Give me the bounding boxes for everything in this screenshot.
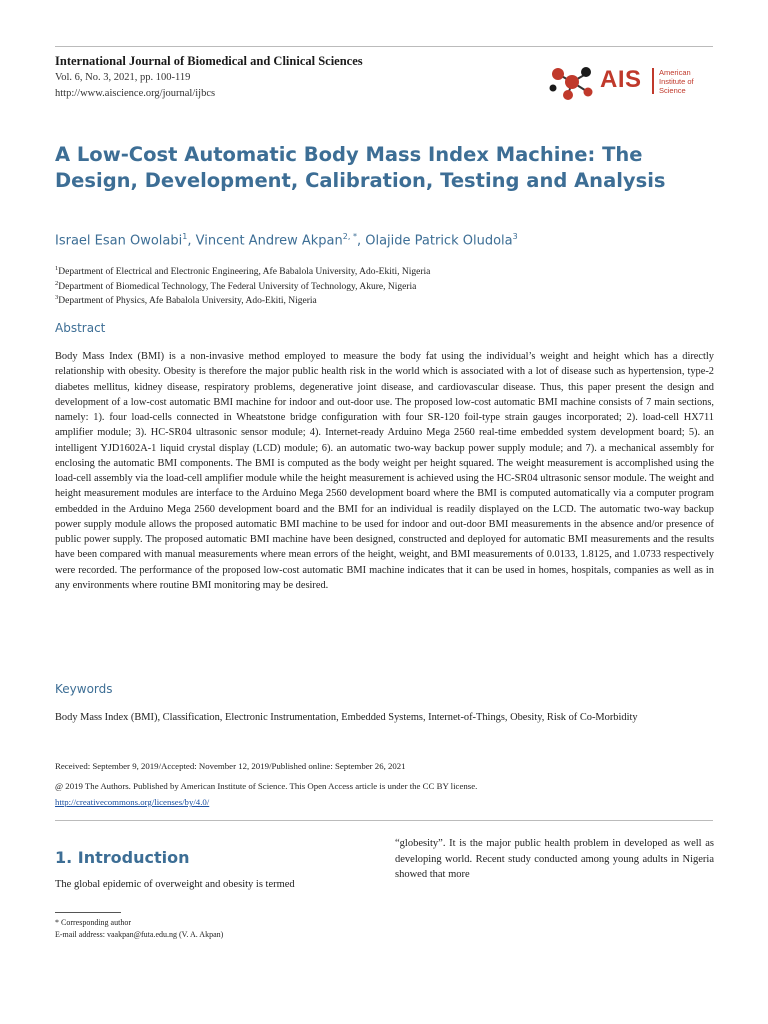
- affiliation-2: $^2$Department of Biomedical Technology, The Federal University of Technology, Akure, Nigeria: [55, 280, 417, 293]
- journal-url[interactable]: http://www.aiscience.org/journal/ijbcs: [55, 88, 216, 99]
- abstract-heading: Abstract: [55, 321, 106, 335]
- logo-divider: [652, 68, 654, 94]
- abstract-body: Body Mass Index (BMI) is a non-invasive method employed to measure the body fat using the individual’s weight and height which has a directly relationship with obesity. Obesity is therefore the major public health risk in the world which is associated with a lot of disease such as hypertension, type-2 diabetes mellitus, kidney disease, respiratory problems, degenerative joint disease, and cardiovascular disease. Thus, this paper present the design and development of a low-cost automatic BMI machine for indoor and out-door use. The proposed low-cost automatic BMI machine consists of 7 main sections, namely: 1). four load-cells connected in Wheatstone bridge configuration with four SR-120 foil-type strain gauges incorporated; 2). load-cell HX711 amplifier module; 3). HC-SR04 ultrasonic sensor module; 4). Internet-ready Arduino Mega 2560 real-time embedded system development board; 5). an intelligent YJD1602A-1 liquid crystal display (LCD) module; 6). an automatic two-way backup power supply module; and 7). a mechanical assembly for enclosing the automatic BMI components. The BMI is computed as the body weight per height squared. The weight measurement is accomplished using the load-cell assembly via the load-cell amplifier module while the height measurement is achieved using the HC-SR04 ultrasonic sensor module. The weight and height measurement modules are interface to the Arduino Mega 2560 development board where the BMI is computed automatically via a computer program embedded in the Arduino Mega 2560 development board and the BMI for an individual is readily displayed on the LCD. The automatic two-way backup power supply module allows the proposed automatic BMI machine to be used for indoor and out-door BMI measurements in the absence and/or presence of public power supply. The proposed automatic BMI machine have been designed, constructed and deployed for automatic BMI measurements and the results have been compared with manual measurements where mean errors of the height, weight, and BMI measurements of 0.0133, 1.8125, and 1.0733 respectively were recorded. The performance of the proposed low-cost automatic BMI machine indicates that it can be used in homes, hospitals, companies as well as in any environments where routine BMI monitoring may be desired.: [55, 351, 714, 591]
- logo-subtitle: American Institute of Science: [659, 68, 694, 95]
- author-name: Vincent Andrew Akpan: [195, 233, 343, 249]
- journal-volume: Vol. 6, No. 3, 2021, pp. 100-119: [55, 72, 191, 83]
- received-dates: Received: September 9, 2019/Accepted: November 12, 2019/Published online: September 26, 2021: [55, 761, 406, 771]
- intro-left-column: The global epidemic of overweight and obesity is termed: [55, 879, 295, 890]
- intro-right-column: “globesity”. It is the major public health problem in developed as well as developing world. Recent study conducted among young adults in Nigeria showed that more: [395, 838, 714, 880]
- header-rule: [55, 46, 713, 47]
- paper-title: A Low-Cost Automatic Body Mass Index Machine: The Design, Development, Calibration, Testing and Analysis: [55, 143, 666, 192]
- introduction-heading: 1. Introduction: [55, 848, 190, 867]
- journal-name: International Journal of Biomedical and Clinical Sciences: [55, 54, 363, 68]
- logo-text: AIS: [600, 66, 642, 93]
- copyright-notice: @ 2019 The Authors. Published by American Institute of Science. This Open Access article is under the CC BY license.: [55, 781, 478, 791]
- license-link[interactable]: http://creativecommons.org/licenses/by/4.0/: [55, 797, 210, 807]
- section-rule: [55, 820, 713, 821]
- footnote-rule: [55, 912, 121, 913]
- keywords-heading: Keywords: [55, 682, 113, 696]
- keywords-body: Body Mass Index (BMI), Classification, Electronic Instrumentation, Embedded Systems, Internet-of-Things, Obesity, Risk of Co-Morbidity: [55, 712, 638, 723]
- author-name: Israel Esan Owolabi: [55, 233, 183, 249]
- author-name: Olajide Patrick Oludola: [365, 233, 513, 249]
- corresponding-author-note: * Corresponding author: [55, 918, 131, 927]
- ais-logo: [548, 62, 718, 102]
- author-list: Israel Esan Owolabi$^1$, Vincent Andrew Akpan$^{2, *}$, Olajide Patrick Oludola$^3$: [55, 232, 518, 249]
- affiliation-1: $^1$Department of Electrical and Electronic Engineering, Afe Babalola University, Ado-Ekiti, Nigeria: [55, 265, 431, 278]
- email-footnote: E-mail address: vaakpan@futa.edu.ng (V. A. Akpan): [55, 930, 224, 939]
- affiliation-3: $^3$Department of Physics, Afe Babalola University, Ado-Ekiti, Nigeria: [55, 294, 317, 307]
- molecule-logo-icon: [548, 62, 598, 102]
